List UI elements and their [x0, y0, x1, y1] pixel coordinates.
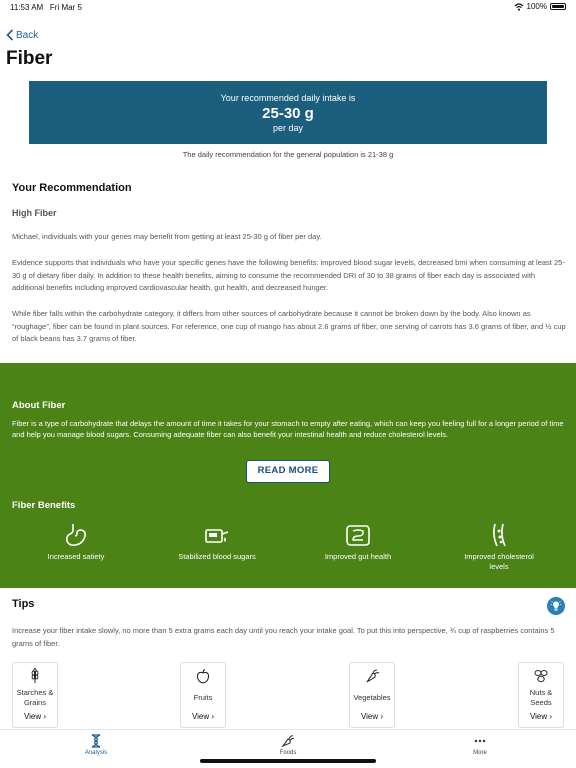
intake-label: Your recommended daily intake is	[220, 93, 356, 103]
food-label: Fruits	[193, 692, 213, 702]
view-link[interactable]: View ›	[360, 712, 384, 721]
view-link[interactable]: View ›	[191, 712, 215, 721]
tips-title: Tips	[12, 598, 35, 610]
food-card-starches[interactable]	[12, 662, 58, 728]
about-text: Fiber is a type of carbohydrate that delays the amount of time it takes for your stomach to empty after eating, which can keep you feeling full for a longer period of time and help you manage blood sugars. Consuming adequate fiber can also benefit your intestinal health and reduce cholesterol levels.	[12, 419, 564, 439]
lightbulb-icon	[550, 600, 562, 612]
food-label: Vegetables	[353, 692, 391, 702]
food-label: Nuts & Seeds	[529, 688, 553, 707]
view-link[interactable]: View ›	[529, 712, 553, 721]
about-title: About Fiber	[12, 400, 66, 411]
benefit-gut-health: Improved gut health	[318, 522, 398, 562]
general-recommendation: The daily recommendation for the general population is 21-38 g	[182, 150, 394, 159]
tips-text: Increase your fiber intake slowly, no more than 5 extra grams each day until you reach your intake goal. To put this into perspective, ¾ cup of raspberries contains 5 grams of fiber.	[12, 626, 555, 648]
view-link[interactable]: View ›	[23, 712, 47, 721]
wheat-icon	[27, 668, 43, 684]
status-time: 11:53 AM Fri Mar 5	[10, 3, 82, 12]
intestine-icon	[345, 522, 371, 548]
intake-box	[29, 81, 547, 144]
artery-icon	[486, 522, 512, 548]
benefit-satiety: Increased satiety	[36, 522, 116, 562]
read-more-button[interactable]: READ MORE	[246, 460, 330, 483]
food-label: Starches & Grains	[16, 688, 54, 707]
benefit-blood-sugar: Stabilized blood sugars	[177, 522, 257, 562]
tab-more[interactable]: More	[450, 734, 510, 756]
food-card-vegetables[interactable]	[349, 662, 395, 728]
back-label: Back	[16, 29, 39, 41]
food-card-fruits[interactable]	[180, 662, 226, 728]
carrot-icon	[281, 734, 295, 748]
stomach-icon	[63, 522, 89, 548]
benefit-cholesterol: Improved cholesterol levels	[459, 522, 539, 571]
status-bar	[0, 0, 576, 16]
about-section	[0, 363, 576, 588]
benefits-title: Fiber Benefits	[12, 500, 76, 511]
recommendation-paragraph-2: Evidence supports that individuals who have your specific genes have the following benefits: improved blood sugar levels, decreased bmi when consuming at least 25-30 g of dietary fiber daily. In addition to these health benefits, aiming to consume the recommended DRI of 30 to 38 grams of fiber each day is associated with additional benefits including improved cardiovascular health, gut health, and decreased hunger.	[12, 258, 565, 292]
vegetable-icon	[364, 668, 380, 684]
home-indicator	[200, 759, 376, 763]
wifi-icon	[514, 3, 524, 11]
intake-value: 25-30 g	[262, 105, 314, 122]
more-icon	[473, 734, 487, 748]
recommendation-paragraph-1: Michael, individuals with your genes may benefit from getting at least 25-30 g of fiber per day.	[12, 232, 322, 241]
battery-percent: 100%	[526, 2, 547, 11]
recommendation-paragraph-3: While fiber falls within the carbohydrate category, it differs from other sources of carbohydrate because it cannot be broken down by the body. Also known as “roughage”, fiber can be found in plant sources. For reference, one cup of mango has about 2.6 grams of fiber, one serving of carrots has 3.6 grams of fiber, and ½ cup of black beans has 3.7 grams of fiber.	[12, 309, 566, 343]
glucose-meter-icon	[204, 522, 230, 548]
page-title: Fiber	[6, 48, 53, 69]
status-indicators	[514, 2, 566, 11]
recommendation-title: Your Recommendation	[12, 182, 132, 194]
apple-icon	[195, 668, 211, 684]
food-card-nuts[interactable]	[518, 662, 564, 728]
recommendation-subtitle: High Fiber	[12, 208, 57, 218]
tab-analysis[interactable]: Analysis	[66, 734, 126, 756]
nuts-icon	[533, 668, 549, 684]
dna-icon	[89, 734, 103, 748]
intake-unit: per day	[272, 123, 304, 133]
tips-badge	[547, 597, 565, 615]
battery-icon	[550, 3, 566, 10]
back-button[interactable]	[6, 29, 38, 41]
tab-foods[interactable]: Foods	[258, 734, 318, 756]
chevron-left-icon	[6, 29, 14, 41]
